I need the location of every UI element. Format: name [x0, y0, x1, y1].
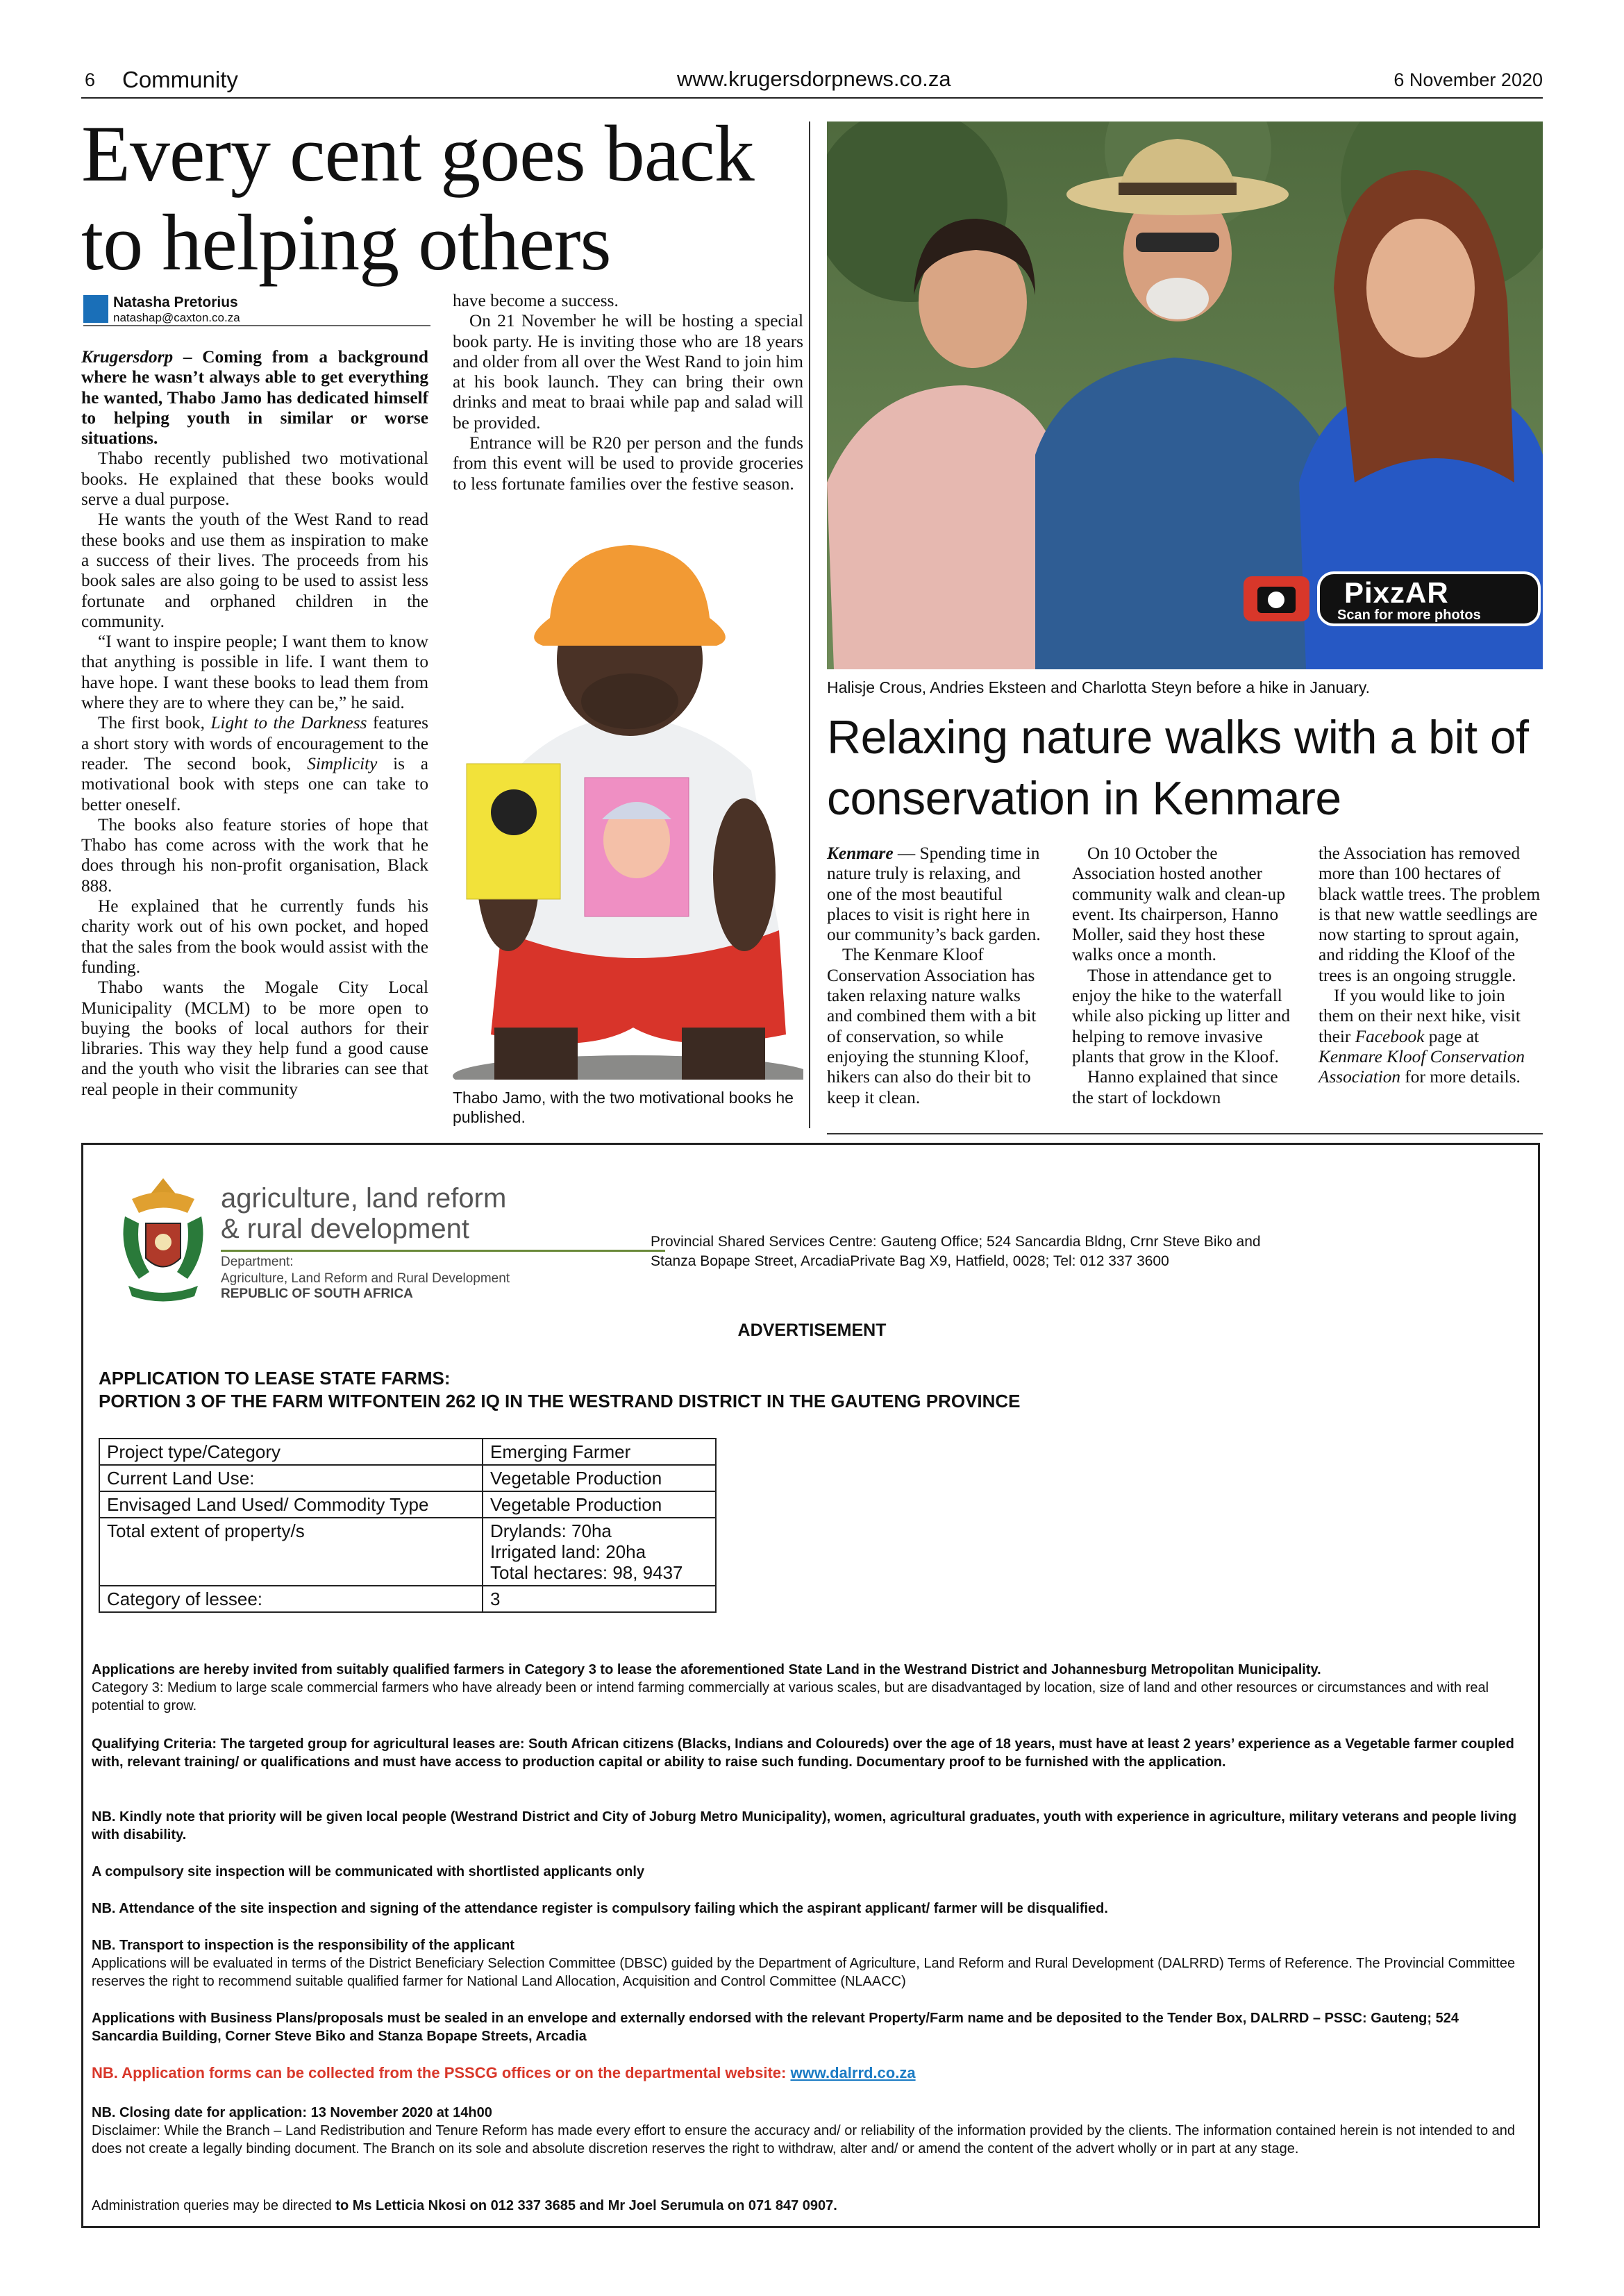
- logo-country: REPUBLIC OF SOUTH AFRICA: [221, 1287, 413, 1301]
- table-key: Envisaged Land Used/ Commodity Type: [99, 1491, 483, 1518]
- ad-text-bold: to Ms Letticia Nkosi on 012 337 3685 and Mr Joel Serumula on 071 847 0907.: [335, 2198, 837, 2213]
- table-value-line: Irrigated land: 20ha: [490, 1541, 646, 1562]
- site-url: www.krugersdorpnews.co.za: [677, 67, 951, 91]
- paragraph: Thabo wants the Mogale City Local Municipality (MCLM) to be more open to buying the books of local authors for their libraries. This way they help fund a good cause and the youth who visit the libraries can see that real people in their community: [81, 978, 428, 1099]
- paragraph: [1319, 986, 1543, 1087]
- paragraph: He explained that he currently funds his charity work out of his own pocket, and hoped that the sales from the book would assist with the funding.: [81, 896, 428, 977]
- ad-paragraph: [92, 1900, 1529, 1918]
- ad-text: Disclaimer: While the Branch – Land Redistribution and Tenure Reform has made every effort to ensure the accuracy and/ or reliability of the information provided by the clients. The information contained herein is not intended to and does not create a legally binding document. The Branch on its sole and absolute discretion reserves the right to withdraw, alter and/ or amend the content of the advert wholly or in part at any stage.: [92, 2123, 1516, 2156]
- table-value-line: Total hectares: 98, 9437: [490, 1562, 683, 1583]
- table-row: [99, 1586, 716, 1612]
- lead-paragraph: [81, 347, 428, 449]
- text: is a motivational book with steps one can take to better oneself.: [81, 753, 428, 814]
- lead-text: — Spending time in nature truly is relaxing, and one of the most beautiful places to visit is right here in our community’s back garden.: [827, 844, 1041, 945]
- table-key: Category of lessee:: [99, 1586, 483, 1612]
- section-rule: [827, 1133, 1543, 1134]
- article-column-2: [453, 291, 803, 494]
- logo-dept: Department:: [221, 1255, 294, 1269]
- website-link[interactable]: www.dalrrd.co.za: [790, 2064, 916, 2081]
- ad-label: ADVERTISEMENT: [737, 1321, 887, 1340]
- ad-paragraph: [92, 2009, 1529, 2045]
- text: The first book,: [98, 713, 211, 733]
- paragraph: Hanno explained that since the start of lockdown: [1072, 1067, 1278, 1107]
- ad-text: Applications will be evaluated in terms of the District Beneficiary Selection Committee (DBSC) guided by the Department of Agriculture, Land Reform and Rural Development (DALRRD) Terms of Reference. The Provincial Committee reserves the right to recommend suitable qualified farmer for National Land Allocation, Acquisition and Control Committee (NLAACC): [92, 1956, 1516, 1989]
- text: for more details.: [1400, 1067, 1521, 1087]
- ad-text-bold: A compulsory site inspection will be communicated with shortlisted applicants only: [92, 1864, 645, 1879]
- table-value: Emerging Farmer: [483, 1439, 716, 1465]
- paragraph: He wants the youth of the West Rand to read these books and use them as inspiration to make a success of their lives. The proceeds from his book sales are also going to be used to assist less fortunate and orphaned children in the community.: [81, 510, 428, 631]
- table-row: [99, 1439, 716, 1465]
- book-title: Simplicity: [307, 753, 378, 773]
- paragraph: the Association has removed more than 100 hectares of black wattle trees. The problem is that new wattle seedlings are now starting to sprout again, and ridding the Kloof of the trees is an ongoing struggle.: [1319, 844, 1541, 985]
- ad-text-bold: Qualifying Criteria: The targeted group for agricultural leases are: South African citizens (Blacks, Indians and Coloureds) over the age of 18 years, must have at least 2 years’ experience as a Vegetable farmer coupled with, relevant training/ or qualifications and must have access to production capital or ability to raise such funding. Documentary proof to be furnished with the application.: [92, 1736, 1514, 1770]
- logo-line-2: & rural development: [221, 1214, 469, 1244]
- ad-subtitle: PORTION 3 OF THE FARM WITFONTEIN 262 IQ IN THE WESTRAND DISTRICT IN THE GAUTENG PROVINCE: [99, 1391, 1021, 1411]
- byline-author: Natasha Pretorius: [113, 294, 238, 310]
- table-key: Total extent of property/s: [99, 1518, 483, 1586]
- photo-illustration: [453, 542, 803, 1080]
- page-number: 6: [85, 69, 96, 90]
- paragraph: The Kenmare Kloof Conservation Association has taken relaxing nature walks and combined them with a bit of conservation, so while enjoying the stunning Kloof, hikers can also do their bit to keep it clean.: [827, 945, 1037, 1107]
- ad-paragraph: [92, 1735, 1529, 1771]
- table-value: Vegetable Production: [483, 1465, 716, 1491]
- section-name: Community: [122, 67, 238, 92]
- ad-address: Provincial Shared Services Centre: Gauteng Office; 524 Sancardia Bldng, Crnr Steve Biko and Stanza Bopape Street, ArcadiaPrivate Bag X9, Hatfield, 0028; Tel: 012 337 3600: [651, 1234, 1261, 1269]
- text: page at: [1424, 1026, 1480, 1046]
- paragraph: On 10 October the Association hosted another community walk and clean-up event. Its chairperson, Hanno Moller, said they host these walks once a month.: [1072, 844, 1285, 965]
- coat-of-arms-icon: [111, 1175, 215, 1307]
- table-row: [99, 1491, 716, 1518]
- article-column-1: [81, 347, 428, 1100]
- ad-text-highlight: NB. Application forms can be collected from the PSSCG offices or on the departmental website:: [92, 2064, 791, 2081]
- table-value: 3: [483, 1586, 716, 1612]
- article-column-1: [827, 844, 1046, 1108]
- ad-paragraph: [92, 2104, 1529, 2158]
- photo-thabo-jamo: [453, 542, 803, 1080]
- ad-text-bold: NB. Kindly note that priority will be given local people (Westrand District and City of Joburg Metro Municipality), women, agricultural graduates, youth with experience in agriculture, military veterans and people living with disability.: [92, 1809, 1517, 1843]
- photo-caption: Halisje Crous, Andries Eksteen and Charlotta Steyn before a hike in January.: [827, 678, 1370, 696]
- ad-title: APPLICATION TO LEASE STATE FARMS:: [99, 1368, 451, 1389]
- byline-marker: [83, 295, 108, 323]
- lead-paragraph: [827, 844, 1046, 945]
- department-logo: [111, 1175, 708, 1307]
- table-value-line: Drylands: 70ha: [490, 1520, 612, 1541]
- logo-dept-name: Agriculture, Land Reform and Rural Development: [221, 1271, 510, 1286]
- ad-paragraph: [92, 1661, 1529, 1715]
- text: features a short story with words of encouragement to the reader. The second book,: [81, 713, 428, 773]
- lead-text: – Coming from a background where he wasn’t always able to get everything he wanted, Thabo Jamo has dedicated himself to helping youth in similar or worse situations.: [81, 347, 428, 449]
- table-key: Current Land Use:: [99, 1465, 483, 1491]
- table-value: [483, 1518, 716, 1586]
- article-column-3: [1319, 844, 1543, 1088]
- paragraph: On 21 November he will be hosting a special book party. He is inviting those who are 18 years and older from all over the West Rand to join him at his book launch. They can bring their own drinks and meat to braai while pap and salad will be provided.: [453, 311, 803, 433]
- ad-text-bold: NB. Attendance of the site inspection and signing of the attendance register is compulsory failing which the aspirant applicant/ farmer will be disqualified.: [92, 1901, 1108, 1916]
- ad-text-bold: Applications are hereby invited from suitably qualified farmers in Category 3 to lease the aforementioned State Land in the Westrand District and Johannesburg Metropolitan Municipality.: [92, 1662, 1321, 1677]
- table-value: Vegetable Production: [483, 1491, 716, 1518]
- column-divider: [809, 121, 810, 1128]
- paragraph: have become a success.: [453, 291, 619, 310]
- text: If you would like to join them on their next hike, visit their: [1319, 986, 1521, 1046]
- issue-date: 6 November 2020: [1393, 69, 1543, 90]
- text: Kenmare Kloof Conservation Association: [1319, 1046, 1525, 1087]
- paragraph: Thabo recently published two motivational books. He explained that these books would serve a dual purpose.: [81, 449, 428, 510]
- ad-paragraph: [92, 1863, 1529, 1881]
- photo-hikers: [827, 121, 1543, 669]
- logo-rule: [221, 1250, 665, 1252]
- paragraph: “I want to inspire people; I want them to know that anything is possible in life. I want them to have hope. I want these books to lead them from where they are to where they can be,” he said.: [81, 632, 428, 713]
- dateline: Kenmare: [827, 844, 894, 863]
- paragraph: The books also feature stories of hope that Thabo has come across with the work that he does through his non-profit organisation, Black 888.: [81, 814, 428, 896]
- text: Facebook: [1355, 1026, 1425, 1046]
- dateline: Krugersdorp: [81, 347, 174, 367]
- ad-text-bold: Applications with Business Plans/proposals must be sealed in an envelope and externally endorsed with the relevant Property/Farm name and be deposited to the Tender Box, DALRRD – PSSC: Gauteng; 524 Sancardia Building, Corner Steve Biko and Stanza Bopape Streets, Arcadia: [92, 2011, 1459, 2044]
- paragraph: Those in attendance get to enjoy the hike to the waterfall while also picking up litter and helping to remove invasive plants that grow in the Kloof.: [1072, 965, 1291, 1066]
- header-rule: [81, 97, 1543, 99]
- article-column-2: [1072, 844, 1291, 1108]
- byline-email: natashap@caxton.co.za: [113, 311, 240, 324]
- book-title: Light to the Darkness: [210, 713, 367, 733]
- byline-rule: [83, 325, 430, 326]
- paragraph: Entrance will be R20 per person and the funds from this event will be used to provide groceries to less fortunate families over the festive season.: [453, 433, 803, 494]
- ad-text: Category 3: Medium to large scale commercial farmers who have already been or intend farming commercially at various scales, but are disadvantaged by location, size of land and other resources or circumstances and with real potential to grow.: [92, 1680, 1489, 1713]
- ad-paragraph: [92, 1808, 1529, 1844]
- photo-caption: Thabo Jamo, with the two motivational books he published.: [453, 1089, 794, 1126]
- paragraph: [81, 713, 428, 814]
- table-key: Project type/Category: [99, 1439, 483, 1465]
- ad-paragraph: [92, 2064, 1529, 2082]
- ad-text-bold: NB. Transport to inspection is the responsibility of the applicant: [92, 1938, 514, 1953]
- article-headline: Relaxing nature walks with a bit of conservation in Kenmare: [827, 711, 1529, 825]
- logo-line-1: agriculture, land reform: [221, 1183, 507, 1214]
- ad-text: Administration queries may be directed: [92, 2198, 336, 2213]
- table-row: [99, 1465, 716, 1491]
- ad-paragraph: [92, 1936, 1529, 1991]
- pixzar-subtitle: Scan for more photos: [1337, 607, 1481, 623]
- property-table: [99, 1438, 717, 1613]
- ad-paragraph: [92, 2197, 1529, 2215]
- pixzar-logo[interactable]: PixzAR: [1344, 576, 1449, 609]
- table-row: [99, 1518, 716, 1586]
- article-headline: Every cent goes back to helping others: [81, 110, 754, 287]
- ad-text-bold: NB. Closing date for application: 13 November 2020 at 14h00: [92, 2105, 492, 2120]
